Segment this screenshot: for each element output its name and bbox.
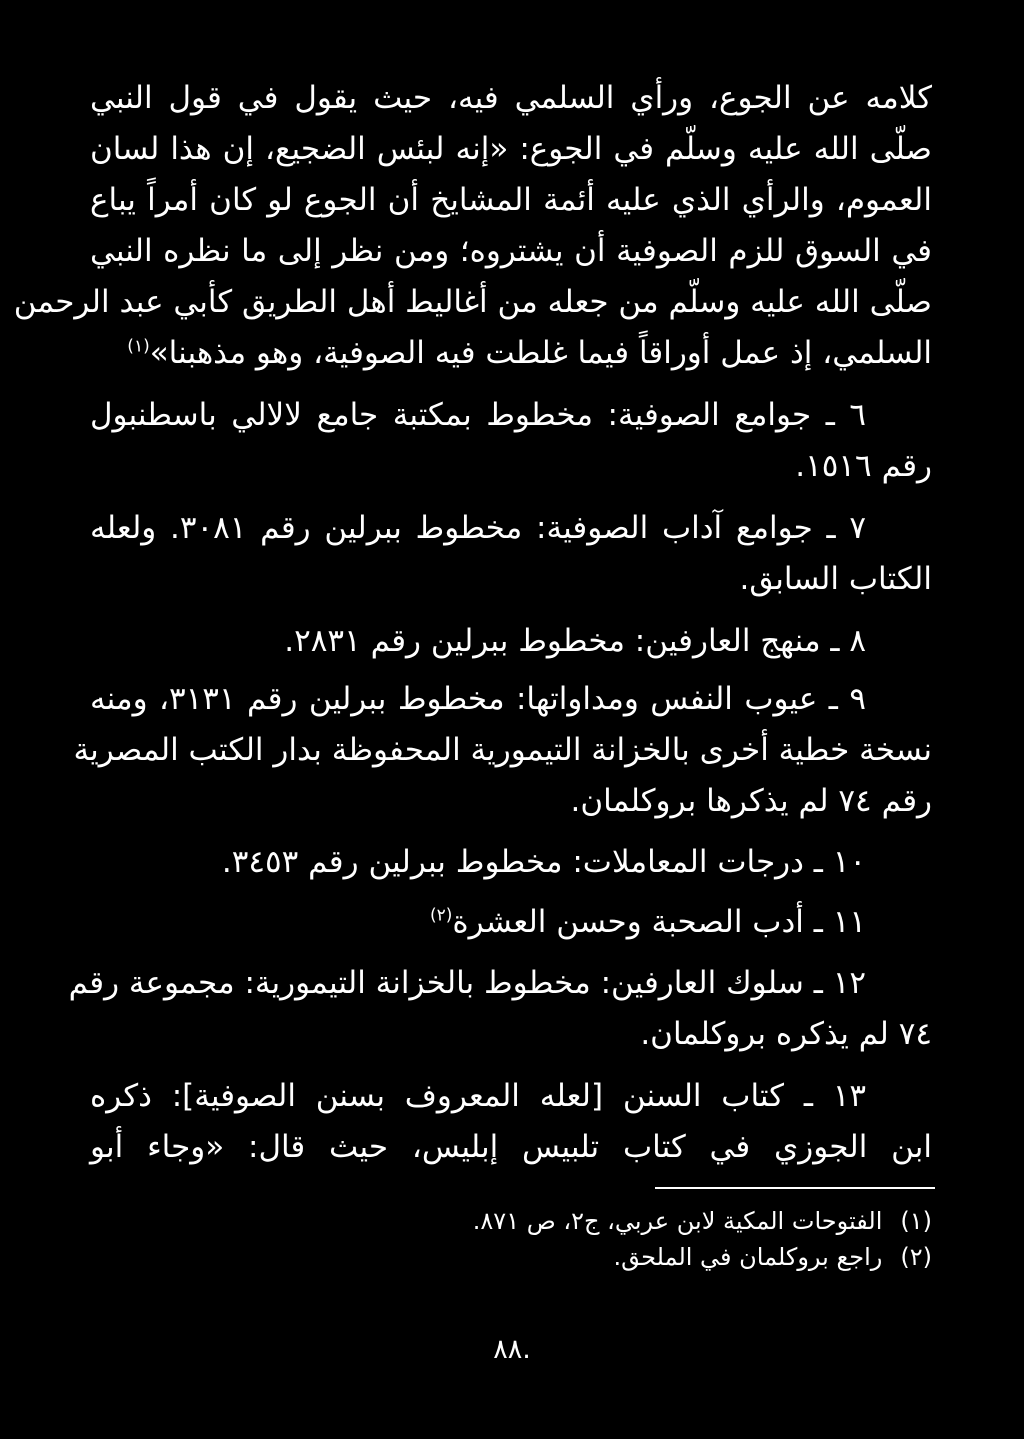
list-item-9-cont2: رقم ٧٤ لم يذكرها بروكلمان. xyxy=(570,783,932,819)
list-item-10: ١٠ ـ درجات المعاملات: مخطوط ببرلين رقم ٣٤٥٣. xyxy=(221,844,866,880)
text-line-2: صلّى الله عليه وسلّم في الجوع: «إنه لبئس الضجيع، إن هذا لسان xyxy=(90,131,932,167)
footnote-1 xyxy=(90,1204,932,1238)
text-line-5: صلّى الله عليه وسلّم من جعله من أغاليط أهل الطريق كأبي عبد الرحمن xyxy=(13,284,932,320)
footnote-2-text: راجع بروكلمان في الملحق. xyxy=(613,1243,883,1271)
list-item-11-body: ١١ ـ أدب الصحبة وحسن العشرة xyxy=(452,904,866,940)
list-item-13-cont: ابن الجوزي في كتاب تلبيس إبليس، حيث قال: «وجاء أبو xyxy=(90,1129,932,1165)
list-item-6-cont: رقم ١٥١٦. xyxy=(795,448,932,484)
list-item-9: ٩ ـ عيوب النفس ومداواتها: مخطوط ببرلين رقم ٣١٣١، ومنه xyxy=(90,681,866,717)
footnote-2 xyxy=(90,1240,932,1274)
text-line-4: في السوق للزم الصوفية أن يشتروه؛ ومن نظر إلى ما نظره النبي xyxy=(90,233,932,269)
list-item-12: ١٢ ـ سلوك العارفين: مخطوط بالخزانة التيمورية: مجموعة رقم xyxy=(68,965,866,1001)
footnote-divider xyxy=(655,1187,935,1189)
list-item-7: ٧ ـ جوامع آداب الصوفية: مخطوط ببرلين رقم ٣٠٨١. ولعله xyxy=(90,510,866,546)
list-item-7-cont: الكتاب السابق. xyxy=(739,561,932,597)
list-item-8: ٨ ـ منهج العارفين: مخطوط ببرلين رقم ٢٨٣١. xyxy=(284,623,866,659)
footnote-1-text: الفتوحات المكية لابن عربي، ج٢، ص ٨٧١. xyxy=(472,1207,883,1235)
list-item-13: ١٣ ـ كتاب السنن [لعله المعروف بسنن الصوفية]: ذكره xyxy=(90,1078,866,1114)
text-line-3: العموم، والرأي الذي عليه أئمة المشايخ أن الجوع لو كان أمراً يباع xyxy=(90,182,932,218)
footnote-ref-1: (١) xyxy=(127,336,150,357)
list-item-11 xyxy=(90,900,866,944)
list-item-12-cont: ٧٤ لم يذكره بروكلمان. xyxy=(640,1016,932,1052)
text-line-6 xyxy=(90,331,932,375)
list-item-6: ٦ ـ جوامع الصوفية: مخطوط بمكتبة جامع لالالي باسطنبول xyxy=(90,397,866,433)
text-line-1: كلامه عن الجوع، ورأي السلمي فيه، حيث يقول في قول النبي xyxy=(90,80,932,116)
page-number: ٨٨. xyxy=(493,1334,531,1365)
footnote-2-number: (٢) xyxy=(900,1243,932,1271)
text-line-6-body: السلمي، إذ عمل أوراقاً فيما غلطت فيه الصوفية، وهو مذهبنا» xyxy=(149,335,932,371)
footnote-ref-2: (٢) xyxy=(429,905,453,926)
list-item-9-cont: نسخة خطية أخرى بالخزانة التيمورية المحفوظة بدار الكتب المصرية xyxy=(73,732,932,768)
footnote-1-number: (١) xyxy=(900,1207,932,1235)
